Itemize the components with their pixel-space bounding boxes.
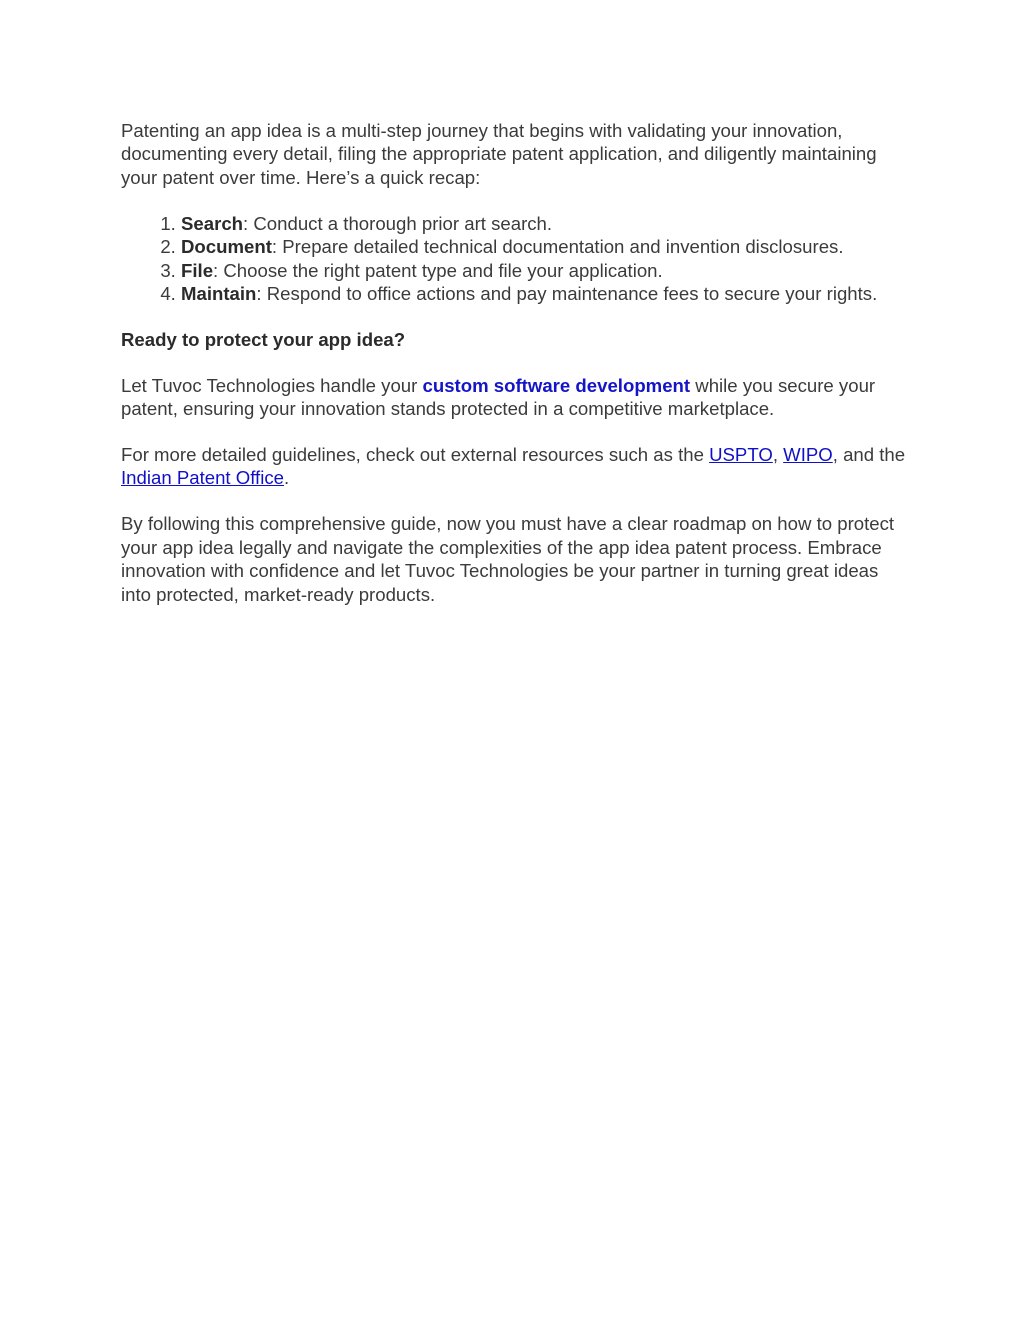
step-term: Search [181, 212, 244, 234]
resources-paragraph [121, 443, 911, 490]
step-description: : Respond to office actions and pay maintenance fees to secure your rights. [256, 282, 878, 304]
closing-paragraph: By following this comprehensive guide, now you must have a clear roadmap on how to protect your app idea legally and navigate the complexities of the app idea patent process. Embrace innovation with confidence and let Tuvoc Technologies be your partner in turning great ideas into protected, market-ready products. [121, 513, 895, 605]
list-item-maintain [181, 282, 911, 305]
step-term: File [181, 259, 214, 281]
list-item-file [181, 259, 911, 282]
resources-text-before: For more detailed guidelines, check out external resources such as the [121, 444, 710, 466]
cta-heading: Ready to protect your app idea? [121, 328, 406, 350]
list-item-search [181, 212, 911, 235]
resources-separator: , and the [832, 444, 906, 466]
uspto-link[interactable]: USPTO [709, 444, 773, 466]
list-item-document [181, 235, 911, 258]
resources-text-end: . [283, 467, 290, 489]
step-term: Document [181, 236, 272, 258]
step-term: Maintain [181, 282, 257, 304]
step-description: : Conduct a thorough prior art search. [243, 212, 553, 234]
recap-list [121, 212, 911, 306]
step-description: : Choose the right patent type and file your application. [213, 259, 663, 281]
resources-separator: , [772, 444, 784, 466]
step-description: : Prepare detailed technical documentation and invention disclosures. [271, 236, 844, 258]
document-page [121, 119, 911, 629]
cta-text-before: Let Tuvoc Technologies handle your [121, 374, 423, 396]
custom-software-development-link[interactable]: custom software development [422, 374, 691, 396]
indian-patent-office-link[interactable]: Indian Patent Office [121, 467, 284, 489]
intro-paragraph: Patenting an app idea is a multi-step journey that begins with validating your innovation, documenting every detail, filing the appropriate patent application, and diligently maintaining your patent over time. Here’s a quick recap: [121, 120, 877, 188]
cta-paragraph [121, 374, 911, 421]
cta-text-after: while you secure your patent, ensuring your innovation stands protected in a competitive marketplace. [121, 374, 876, 420]
wipo-link[interactable]: WIPO [783, 444, 833, 466]
